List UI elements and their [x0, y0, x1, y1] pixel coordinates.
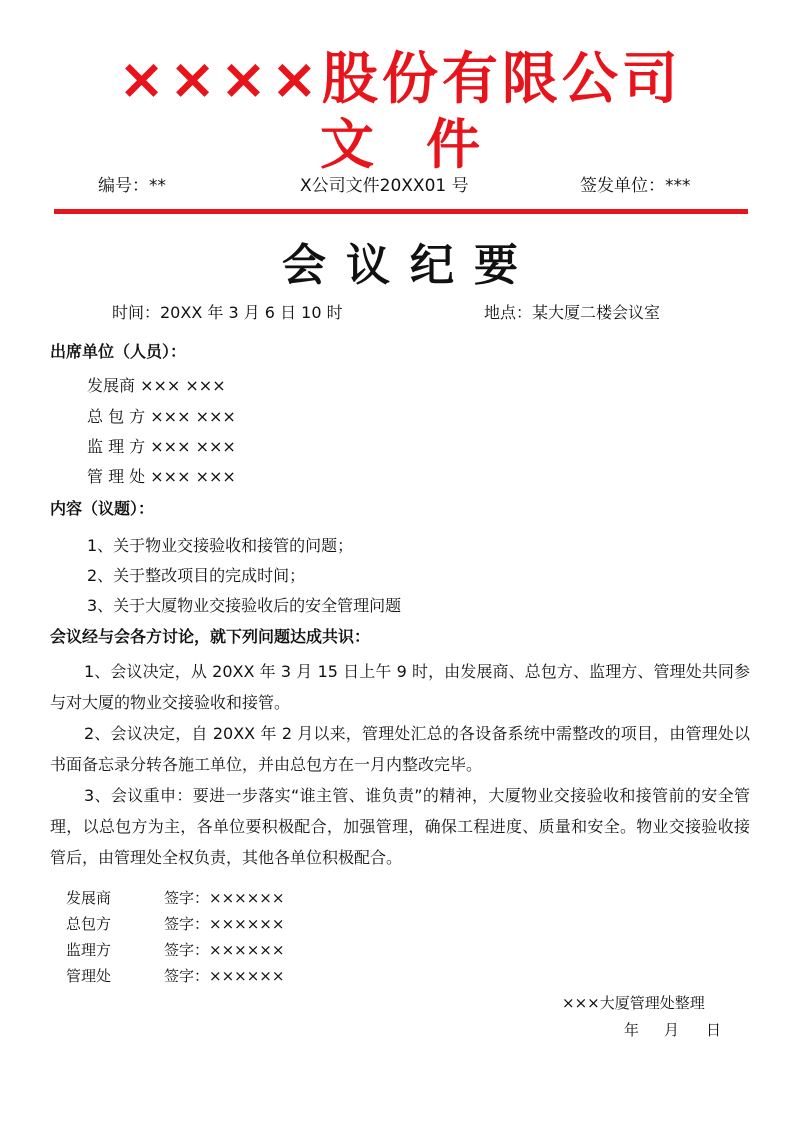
- attendee-item: 监 理 方 ××× ×××: [87, 437, 236, 456]
- meeting-time: 时间：20XX 年 3 月 6 日 10 时: [112, 303, 343, 322]
- consensus-paragraph: 1、会议决定，从 20XX 年 3 月 15 日上午 9 时，由发展商、总包方、监理方、管理处共同参与对大厦的物业交接验收和接管。: [50, 662, 750, 712]
- document-type: 文件: [320, 113, 532, 176]
- date-day-label: 日: [706, 1021, 722, 1039]
- consensus-heading: 会议经与会各方讨论，就下列问题达成共识：: [50, 627, 371, 646]
- signature-field: 签字：××××××: [164, 915, 285, 933]
- signature-field: 签字：××××××: [164, 941, 285, 959]
- signature-field: 签字：××××××: [164, 889, 285, 907]
- signature-party: 总包方: [66, 915, 112, 933]
- date-year-label: 年: [624, 1021, 640, 1039]
- agenda-item: 2、关于整改项目的完成时间；: [87, 566, 306, 585]
- attendee-item: 发展商 ××× ×××: [87, 376, 226, 395]
- signature-party: 发展商: [66, 889, 112, 907]
- page-title: 会议纪要: [282, 240, 538, 291]
- issuing-unit: 签发单位：***: [580, 176, 691, 196]
- meeting-place: 地点：某大厦二楼会议室: [484, 303, 661, 322]
- attendee-item: 总 包 方 ××× ×××: [87, 407, 236, 426]
- consensus-paragraph: 3、会议重申：要进一步落实“谁主管、谁负责”的精神，大厦物业交接验收和接管前的安全管理，以总包方为主，各单位要积极配合，加强管理，确保工程进度、质量和安全。物业交接验收接管后，由管理处全权负责，其他各单位积极配合。: [50, 786, 750, 867]
- signature-party: 管理处: [66, 967, 112, 985]
- document-code: X公司文件20XX01 号: [300, 176, 469, 196]
- consensus-paragraph: 2、会议决定，自 20XX 年 2 月以来，管理处汇总的各设备系统中需整改的项目，由管理处以书面备忘录分转各施工单位，并由总包方在一月内整改完毕。: [50, 724, 750, 774]
- signature-party: 监理方: [66, 941, 112, 959]
- company-name: ××××股份有限公司: [118, 47, 682, 112]
- signature-field: 签字：××××××: [164, 967, 285, 985]
- date-month-label: 月: [664, 1021, 680, 1039]
- header-red-rule: [54, 209, 748, 214]
- document-number-label: 编号：**: [98, 176, 166, 196]
- compiler-note: ×××大厦管理处整理: [562, 994, 705, 1012]
- attendees-heading: 出席单位（人员）：: [50, 342, 187, 361]
- attendee-item: 管 理 处 ××× ×××: [87, 467, 236, 486]
- agenda-heading: 内容（议题）：: [50, 499, 155, 518]
- agenda-item: 3、关于大厦物业交接验收后的安全管理问题: [87, 596, 402, 615]
- agenda-item: 1、关于物业交接验收和接管的问题；: [87, 536, 354, 555]
